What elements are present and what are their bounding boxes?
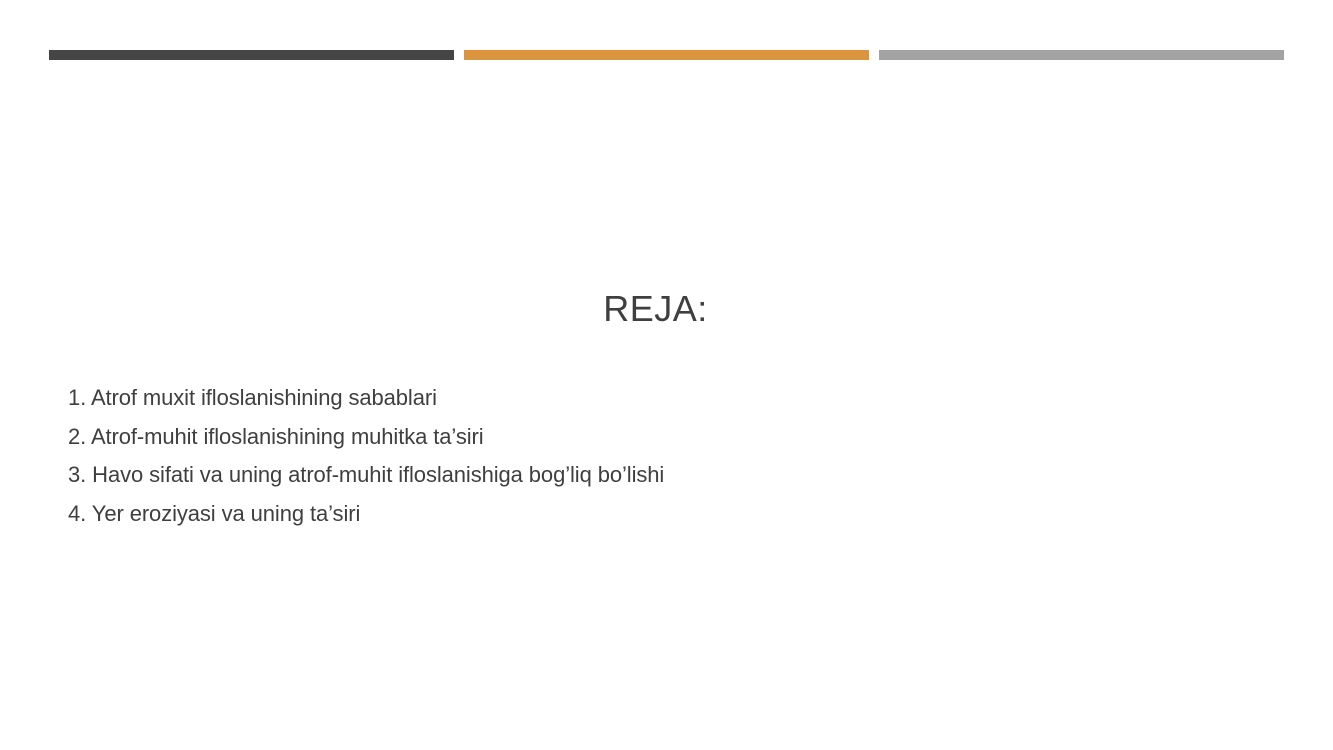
top-accent-bar-gray	[879, 50, 1284, 60]
plan-list	[68, 379, 664, 533]
plan-item-4: 4. Yer eroziyasi va uning ta’siri	[68, 500, 361, 526]
plan-item-1: 1. Atrof muxit ifloslanishining sabablari	[68, 385, 437, 410]
top-accent-bar-dark	[49, 50, 454, 60]
plan-item-3: 3. Havo sifati va uning atrof-muhit ifloslanishiga bog’liq bo’lishi	[68, 462, 665, 487]
plan-item-2: 2. Atrof-muhit ifloslanishining muhitka ta’siri	[68, 423, 484, 449]
top-accent-bar-orange	[464, 50, 869, 60]
slide-title: REJA:	[603, 288, 708, 329]
